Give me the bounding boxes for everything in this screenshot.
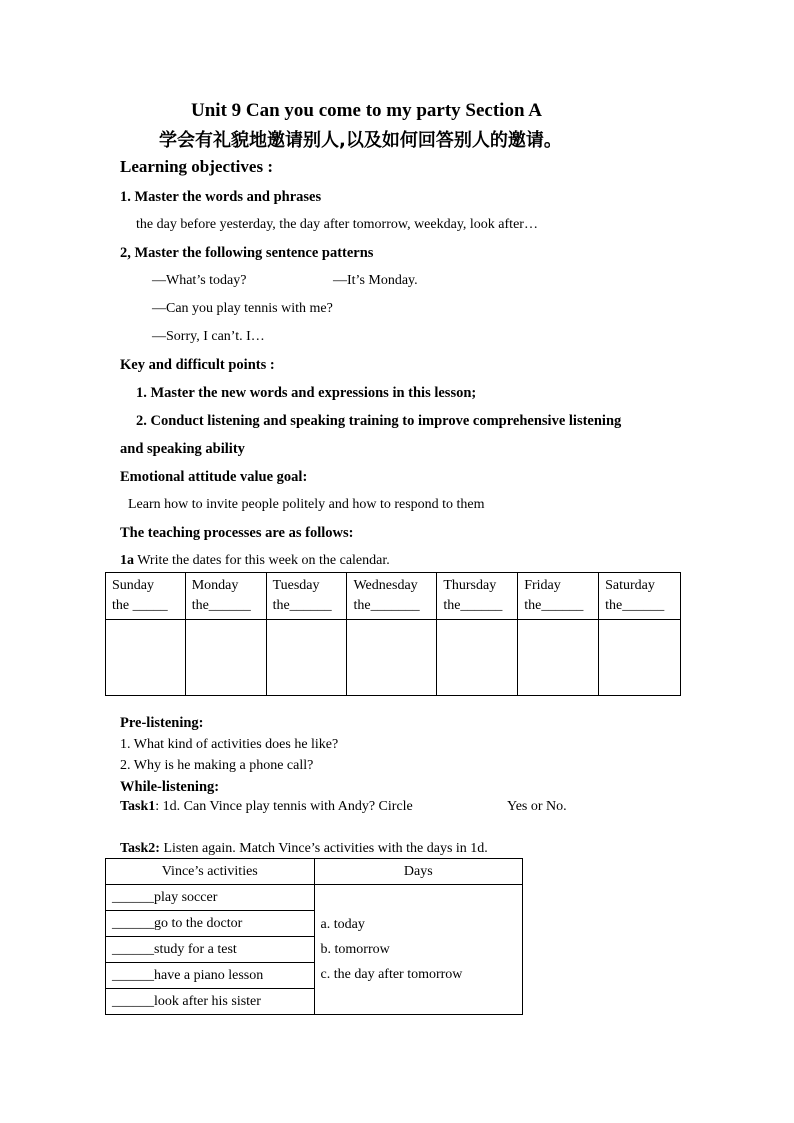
task-1-answer-options[interactable]: Yes or No.	[507, 799, 567, 814]
key-point-2-line-2: and speaking ability	[120, 441, 245, 457]
date-blank[interactable]: the______	[443, 598, 503, 613]
task-1-question	[120, 799, 413, 815]
sentence-question-1: —What’s today?	[152, 273, 247, 288]
task-1-text: : 1d. Can Vince play tennis with Andy? Circle	[155, 799, 413, 814]
while-listening-heading: While-listening:	[120, 779, 220, 795]
calendar-day-tuesday	[266, 573, 347, 620]
column-header-activities: Vince’s activities	[106, 859, 315, 885]
task-2-instruction	[120, 841, 488, 857]
date-blank[interactable]: the _____	[112, 598, 168, 613]
sentence-answer-1: —It’s Monday.	[333, 273, 418, 288]
pre-listening-question-2: 2. Why is he making a phone call?	[120, 758, 314, 773]
activity-row[interactable]: ______have a piano lesson	[106, 963, 315, 989]
task-1-label: Task1	[120, 799, 156, 814]
calendar-day-thursday	[437, 573, 518, 620]
day-name: Wednesday	[353, 578, 418, 593]
calendar-day-sunday	[106, 573, 186, 620]
calendar-cell[interactable]	[347, 620, 437, 696]
day-name: Thursday	[443, 578, 497, 593]
sentence-answer-2: —Sorry, I can’t. I…	[152, 329, 265, 344]
day-option-day-after-tomorrow: c. the day after tomorrow	[320, 967, 463, 982]
day-name: Tuesday	[272, 578, 320, 593]
calendar-day-saturday	[599, 573, 681, 620]
activities-table	[105, 858, 523, 1015]
activity-row[interactable]: ______go to the doctor	[106, 911, 315, 937]
date-blank[interactable]: the_______	[353, 598, 420, 613]
objective-item-1: 1. Master the words and phrases	[120, 189, 322, 205]
key-point-1: 1. Master the new words and expressions in this lesson;	[136, 385, 477, 401]
calendar-day-friday	[518, 573, 599, 620]
day-option-today: a. today	[320, 917, 365, 932]
calendar-day-wednesday	[347, 573, 437, 620]
calendar-day-monday	[185, 573, 266, 620]
task-1a-label: 1a	[120, 553, 134, 568]
task-1a-text: Write the dates for this week on the calendar.	[134, 553, 390, 568]
sentence-question-2: —Can you play tennis with me?	[152, 301, 333, 316]
day-name: Monday	[191, 578, 239, 593]
date-blank[interactable]: the______	[191, 598, 251, 613]
calendar-cell[interactable]	[266, 620, 347, 696]
day-name: Sunday	[112, 578, 154, 593]
key-points-heading: Key and difficult points :	[120, 357, 275, 373]
emotional-text: Learn how to invite people politely and how to respond to them	[128, 497, 485, 512]
date-blank[interactable]: the______	[272, 598, 332, 613]
calendar-cell[interactable]	[518, 620, 599, 696]
date-blank[interactable]: the______	[605, 598, 665, 613]
date-blank[interactable]: the______	[524, 598, 584, 613]
chinese-subtitle: 学会有礼貌地邀请别人,以及如何回答别人的邀请。	[159, 130, 562, 151]
key-point-2-line-1: 2. Conduct listening and speaking training to improve comprehensive listening	[136, 413, 622, 429]
task-2-text: Listen again. Match Vince’s activities with the days in 1d.	[159, 841, 488, 856]
day-option-tomorrow: b. tomorrow	[320, 942, 390, 957]
day-name: Friday	[524, 578, 561, 593]
days-options-cell	[314, 885, 522, 1015]
calendar-cell[interactable]	[106, 620, 186, 696]
activity-row[interactable]: ______play soccer	[106, 885, 315, 911]
objective-item-2: 2, Master the following sentence patterns	[120, 245, 374, 261]
calendar-cell[interactable]	[599, 620, 681, 696]
day-name: Saturday	[605, 578, 655, 593]
pre-listening-question-1: 1. What kind of activities does he like?	[120, 737, 339, 752]
words-list: the day before yesterday, the day after tomorrow, weekday, look after…	[136, 217, 538, 232]
page-title: Unit 9 Can you come to my party Section A	[191, 100, 542, 121]
process-heading: The teaching processes are as follows:	[120, 525, 354, 541]
calendar-cell[interactable]	[437, 620, 518, 696]
calendar-table	[105, 572, 681, 696]
activity-row[interactable]: ______study for a test	[106, 937, 315, 963]
pre-listening-heading: Pre-listening:	[120, 715, 204, 731]
column-header-days: Days	[314, 859, 522, 885]
objectives-heading: Learning objectives :	[120, 157, 273, 176]
emotional-heading: Emotional attitude value goal:	[120, 469, 308, 485]
activity-row[interactable]: ______look after his sister	[106, 989, 315, 1015]
calendar-cell[interactable]	[185, 620, 266, 696]
task-1a-instruction	[120, 553, 390, 569]
task-2-label: Task2:	[120, 841, 160, 856]
